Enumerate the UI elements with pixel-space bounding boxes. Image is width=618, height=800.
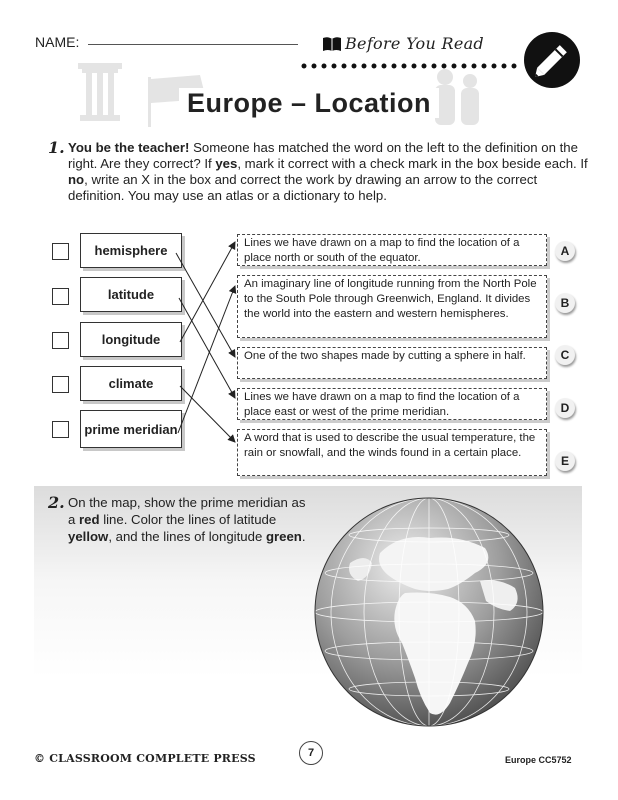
question-2-number: 2. bbox=[48, 493, 65, 512]
letter-badge: D bbox=[555, 398, 575, 418]
letter-badge: E bbox=[555, 451, 575, 471]
page-number: 7 bbox=[299, 741, 323, 765]
arrow-line bbox=[176, 253, 235, 357]
question-2-text: On the map, show the prime meridian as a red line. Color the lines of latitude yellow, and the lines of longitude green. bbox=[68, 495, 306, 544]
word-box: latitude bbox=[80, 277, 182, 312]
word-box: climate bbox=[80, 366, 182, 401]
section-label: Before You Read bbox=[345, 34, 484, 53]
publisher-brand: © CLASSROOM COMPLETE PRESS bbox=[34, 752, 256, 765]
definition-c: One of the two shapes made by cutting a sphere in half. bbox=[237, 347, 547, 379]
definition-b: An imaginary line of longitude running from the North Pole to the South Pole through Greenwich, England. It divides the world into the eastern and western hemispheres. bbox=[237, 275, 547, 338]
letter-badge: B bbox=[555, 293, 575, 313]
question-1-text: You be the teacher! Someone has matched the word on the left to the definition on the right. Are they correct? If yes, mark it correct with a check mark in the box beside each. If no, write an X in the box and correct the work by drawing an arrow to the correct definition. You may use an atlas or a dictionary to help. bbox=[68, 140, 588, 203]
page-title: Europe – Location bbox=[0, 88, 618, 119]
arrow-line bbox=[179, 298, 235, 398]
word-box: prime meridian bbox=[80, 410, 182, 448]
letter-badge: C bbox=[555, 345, 575, 365]
question-1-number: 1. bbox=[48, 138, 65, 157]
definition-a: Lines we have drawn on a map to find the location of a place north or south of the equator. bbox=[237, 234, 547, 266]
arrow-line bbox=[180, 386, 235, 442]
letter-badge: A bbox=[555, 241, 575, 261]
arrow-line bbox=[178, 286, 235, 433]
definition-e: A word that is used to describe the usual temperature, the rain or snowfall, and the winds found in a certain place. bbox=[237, 429, 547, 476]
definition-d: Lines we have drawn on a map to find the location of a place east or west of the prime meridian. bbox=[237, 388, 547, 420]
question-2 bbox=[48, 494, 308, 545]
product-code: Europe CC5752 bbox=[505, 755, 572, 765]
arrow-line bbox=[180, 242, 235, 342]
word-box: longitude bbox=[80, 322, 182, 357]
globe-icon[interactable] bbox=[310, 493, 548, 731]
name-label: NAME: bbox=[35, 34, 80, 50]
word-box: hemisphere bbox=[80, 233, 182, 268]
